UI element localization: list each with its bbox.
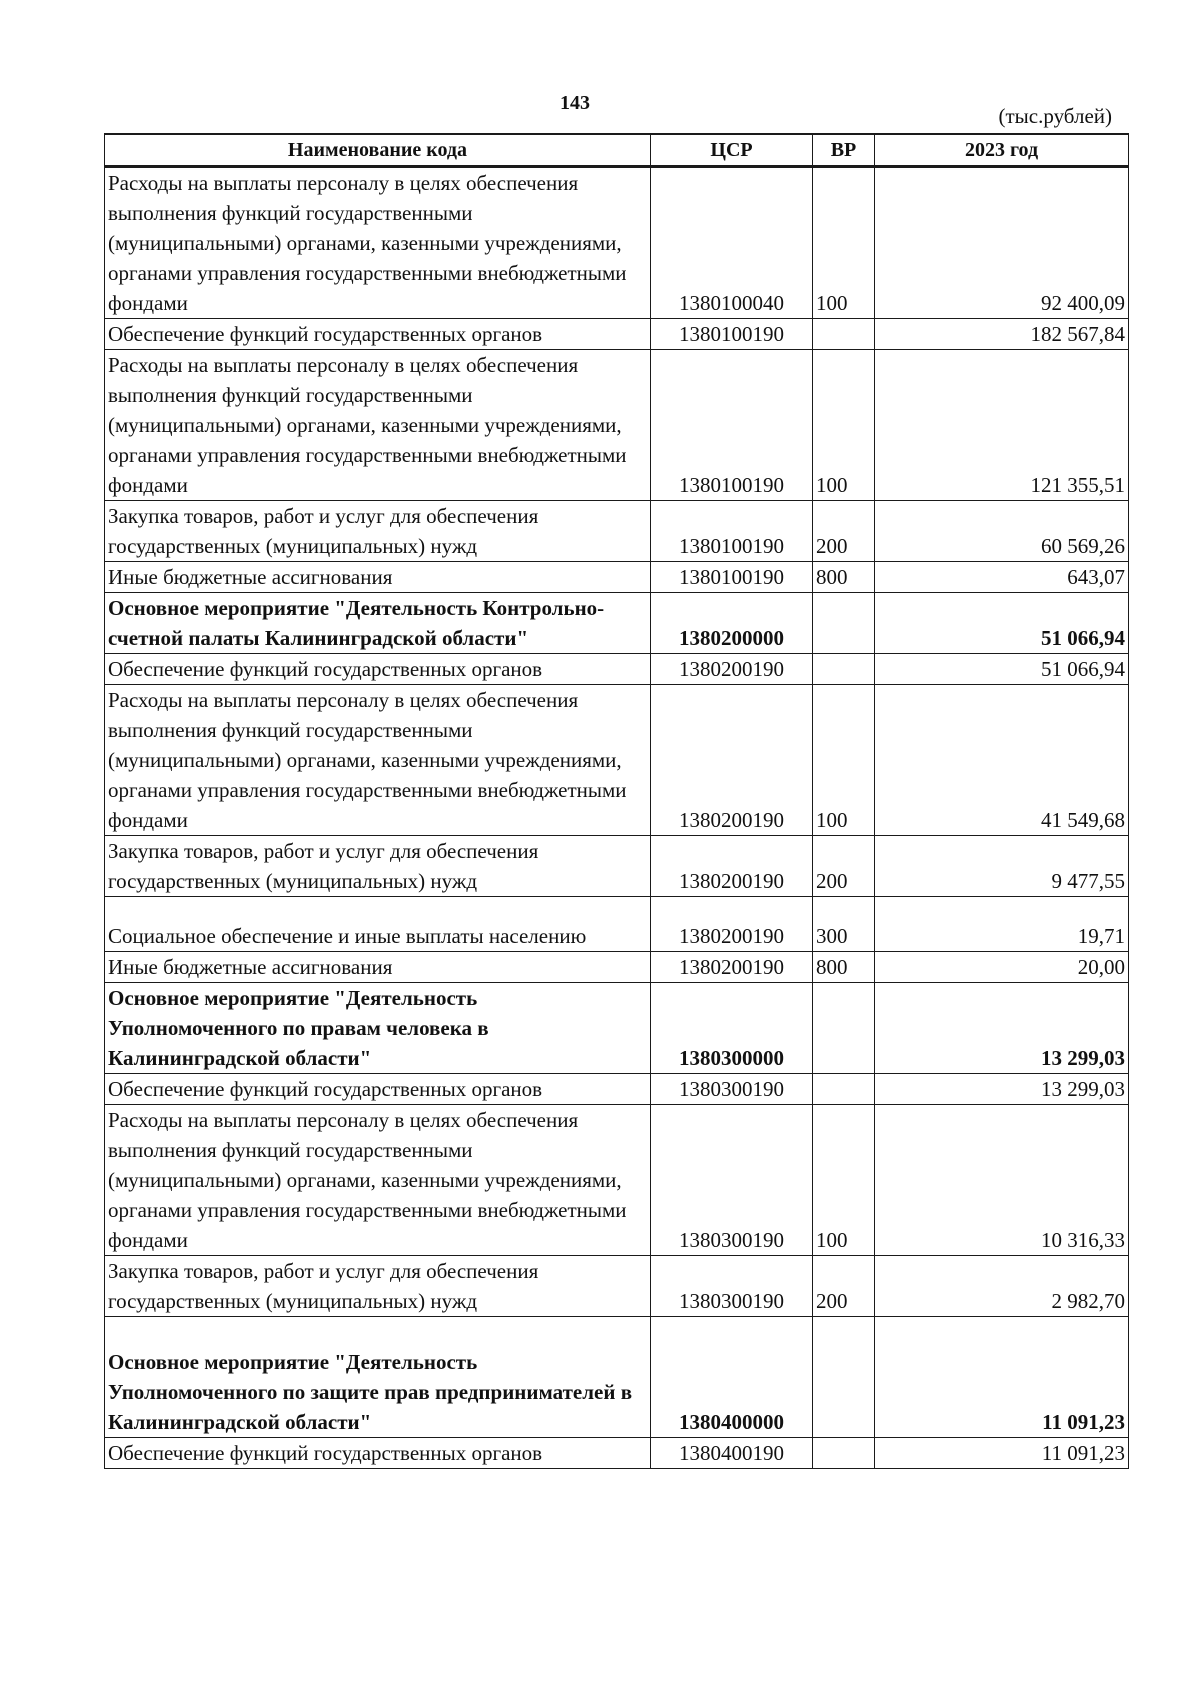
row-name: Основное мероприятие "Деятельность Контрольно-счетной палаты Калининградской области" [105,593,651,654]
row-amount: 19,71 [875,897,1129,952]
row-amount: 51 066,94 [875,654,1129,685]
table-row [105,1256,1129,1317]
row-vr [813,593,875,654]
row-name: Обеспечение функций государственных органов [105,1438,651,1469]
row-vr: 200 [813,836,875,897]
row-amount: 643,07 [875,562,1129,593]
row-amount: 20,00 [875,952,1129,983]
row-amount: 10 316,33 [875,1105,1129,1256]
table-header-row [105,134,1129,167]
row-vr [813,983,875,1074]
row-amount: 60 569,26 [875,501,1129,562]
table-row [105,836,1129,897]
row-csr: 1380300190 [651,1074,813,1105]
row-csr: 1380300190 [651,1256,813,1317]
header-csr: ЦСР [651,134,813,167]
row-name: Закупка товаров, работ и услуг для обеспечения государственных (муниципальных) нужд [105,836,651,897]
row-name: Основное мероприятие "Деятельность Уполномоченного по правам человека в Калининградской области" [105,983,651,1074]
row-csr: 1380200190 [651,897,813,952]
table-row [105,167,1129,319]
row-amount: 41 549,68 [875,685,1129,836]
row-amount: 182 567,84 [875,319,1129,350]
row-amount: 13 299,03 [875,1074,1129,1105]
row-csr: 1380100190 [651,562,813,593]
row-csr: 1380400190 [651,1438,813,1469]
row-csr: 1380200190 [651,685,813,836]
row-csr: 1380200190 [651,836,813,897]
row-name: Иные бюджетные ассигнования [105,952,651,983]
row-csr: 1380300000 [651,983,813,1074]
table-row [105,562,1129,593]
row-vr: 100 [813,1105,875,1256]
header-vr: ВР [813,134,875,167]
row-amount: 92 400,09 [875,167,1129,319]
row-csr: 1380100040 [651,167,813,319]
row-name: Социальное обеспечение и иные выплаты населению [105,897,651,952]
table-row [105,501,1129,562]
row-vr [813,1438,875,1469]
table-row-main-activity [105,1317,1129,1438]
row-csr: 1380400000 [651,1317,813,1438]
row-vr: 800 [813,952,875,983]
table-row [105,897,1129,952]
row-csr: 1380200000 [651,593,813,654]
row-csr: 1380200190 [651,654,813,685]
row-amount: 11 091,23 [875,1317,1129,1438]
row-amount: 2 982,70 [875,1256,1129,1317]
row-name: Закупка товаров, работ и услуг для обеспечения государственных (муниципальных) нужд [105,501,651,562]
row-csr: 1380100190 [651,319,813,350]
row-amount: 13 299,03 [875,983,1129,1074]
row-vr [813,654,875,685]
row-amount: 121 355,51 [875,350,1129,501]
row-vr [813,1074,875,1105]
row-csr: 1380200190 [651,952,813,983]
table-row [105,1438,1129,1469]
page-number: 143 [560,92,590,114]
row-vr: 200 [813,501,875,562]
header-amount: 2023 год [875,134,1129,167]
table-row [105,319,1129,350]
units-label: (тыс.рублей) [998,104,1112,128]
row-csr: 1380100190 [651,350,813,501]
row-vr: 800 [813,562,875,593]
table-row-main-activity [105,593,1129,654]
row-vr [813,1317,875,1438]
row-name: Обеспечение функций государственных органов [105,654,651,685]
row-name: Обеспечение функций государственных органов [105,319,651,350]
row-vr: 300 [813,897,875,952]
header-name: Наименование кода [105,134,651,167]
row-vr: 100 [813,685,875,836]
row-name: Расходы на выплаты персоналу в целях обеспечения выполнения функций государственными (муниципальными) органами, казенными учреждениями, органами управления государственными внебюджетными фондами [105,1105,651,1256]
row-name: Расходы на выплаты персоналу в целях обеспечения выполнения функций государственными (муниципальными) органами, казенными учреждениями, органами управления государственными внебюджетными фондами [105,167,651,319]
table-row [105,1105,1129,1256]
row-name: Иные бюджетные ассигнования [105,562,651,593]
table-row [105,685,1129,836]
row-name: Обеспечение функций государственных органов [105,1074,651,1105]
row-vr: 200 [813,1256,875,1317]
row-amount: 51 066,94 [875,593,1129,654]
row-name: Расходы на выплаты персоналу в целях обеспечения выполнения функций государственными (муниципальными) органами, казенными учреждениями, органами управления государственными внебюджетными фондами [105,685,651,836]
row-name: Основное мероприятие "Деятельность Уполномоченного по защите прав предпринимателей в Калининградской области" [105,1317,651,1438]
table-row [105,350,1129,501]
table-row [105,1074,1129,1105]
row-vr: 100 [813,350,875,501]
row-amount: 9 477,55 [875,836,1129,897]
row-csr: 1380100190 [651,501,813,562]
row-name: Закупка товаров, работ и услуг для обеспечения государственных (муниципальных) нужд [105,1256,651,1317]
row-amount: 11 091,23 [875,1438,1129,1469]
table-row [105,952,1129,983]
table-row [105,654,1129,685]
row-name: Расходы на выплаты персоналу в целях обеспечения выполнения функций государственными (муниципальными) органами, казенными учреждениями, органами управления государственными внебюджетными фондами [105,350,651,501]
table-row-main-activity [105,983,1129,1074]
row-vr [813,319,875,350]
row-csr: 1380300190 [651,1105,813,1256]
budget-table [104,133,1129,1469]
row-vr: 100 [813,167,875,319]
